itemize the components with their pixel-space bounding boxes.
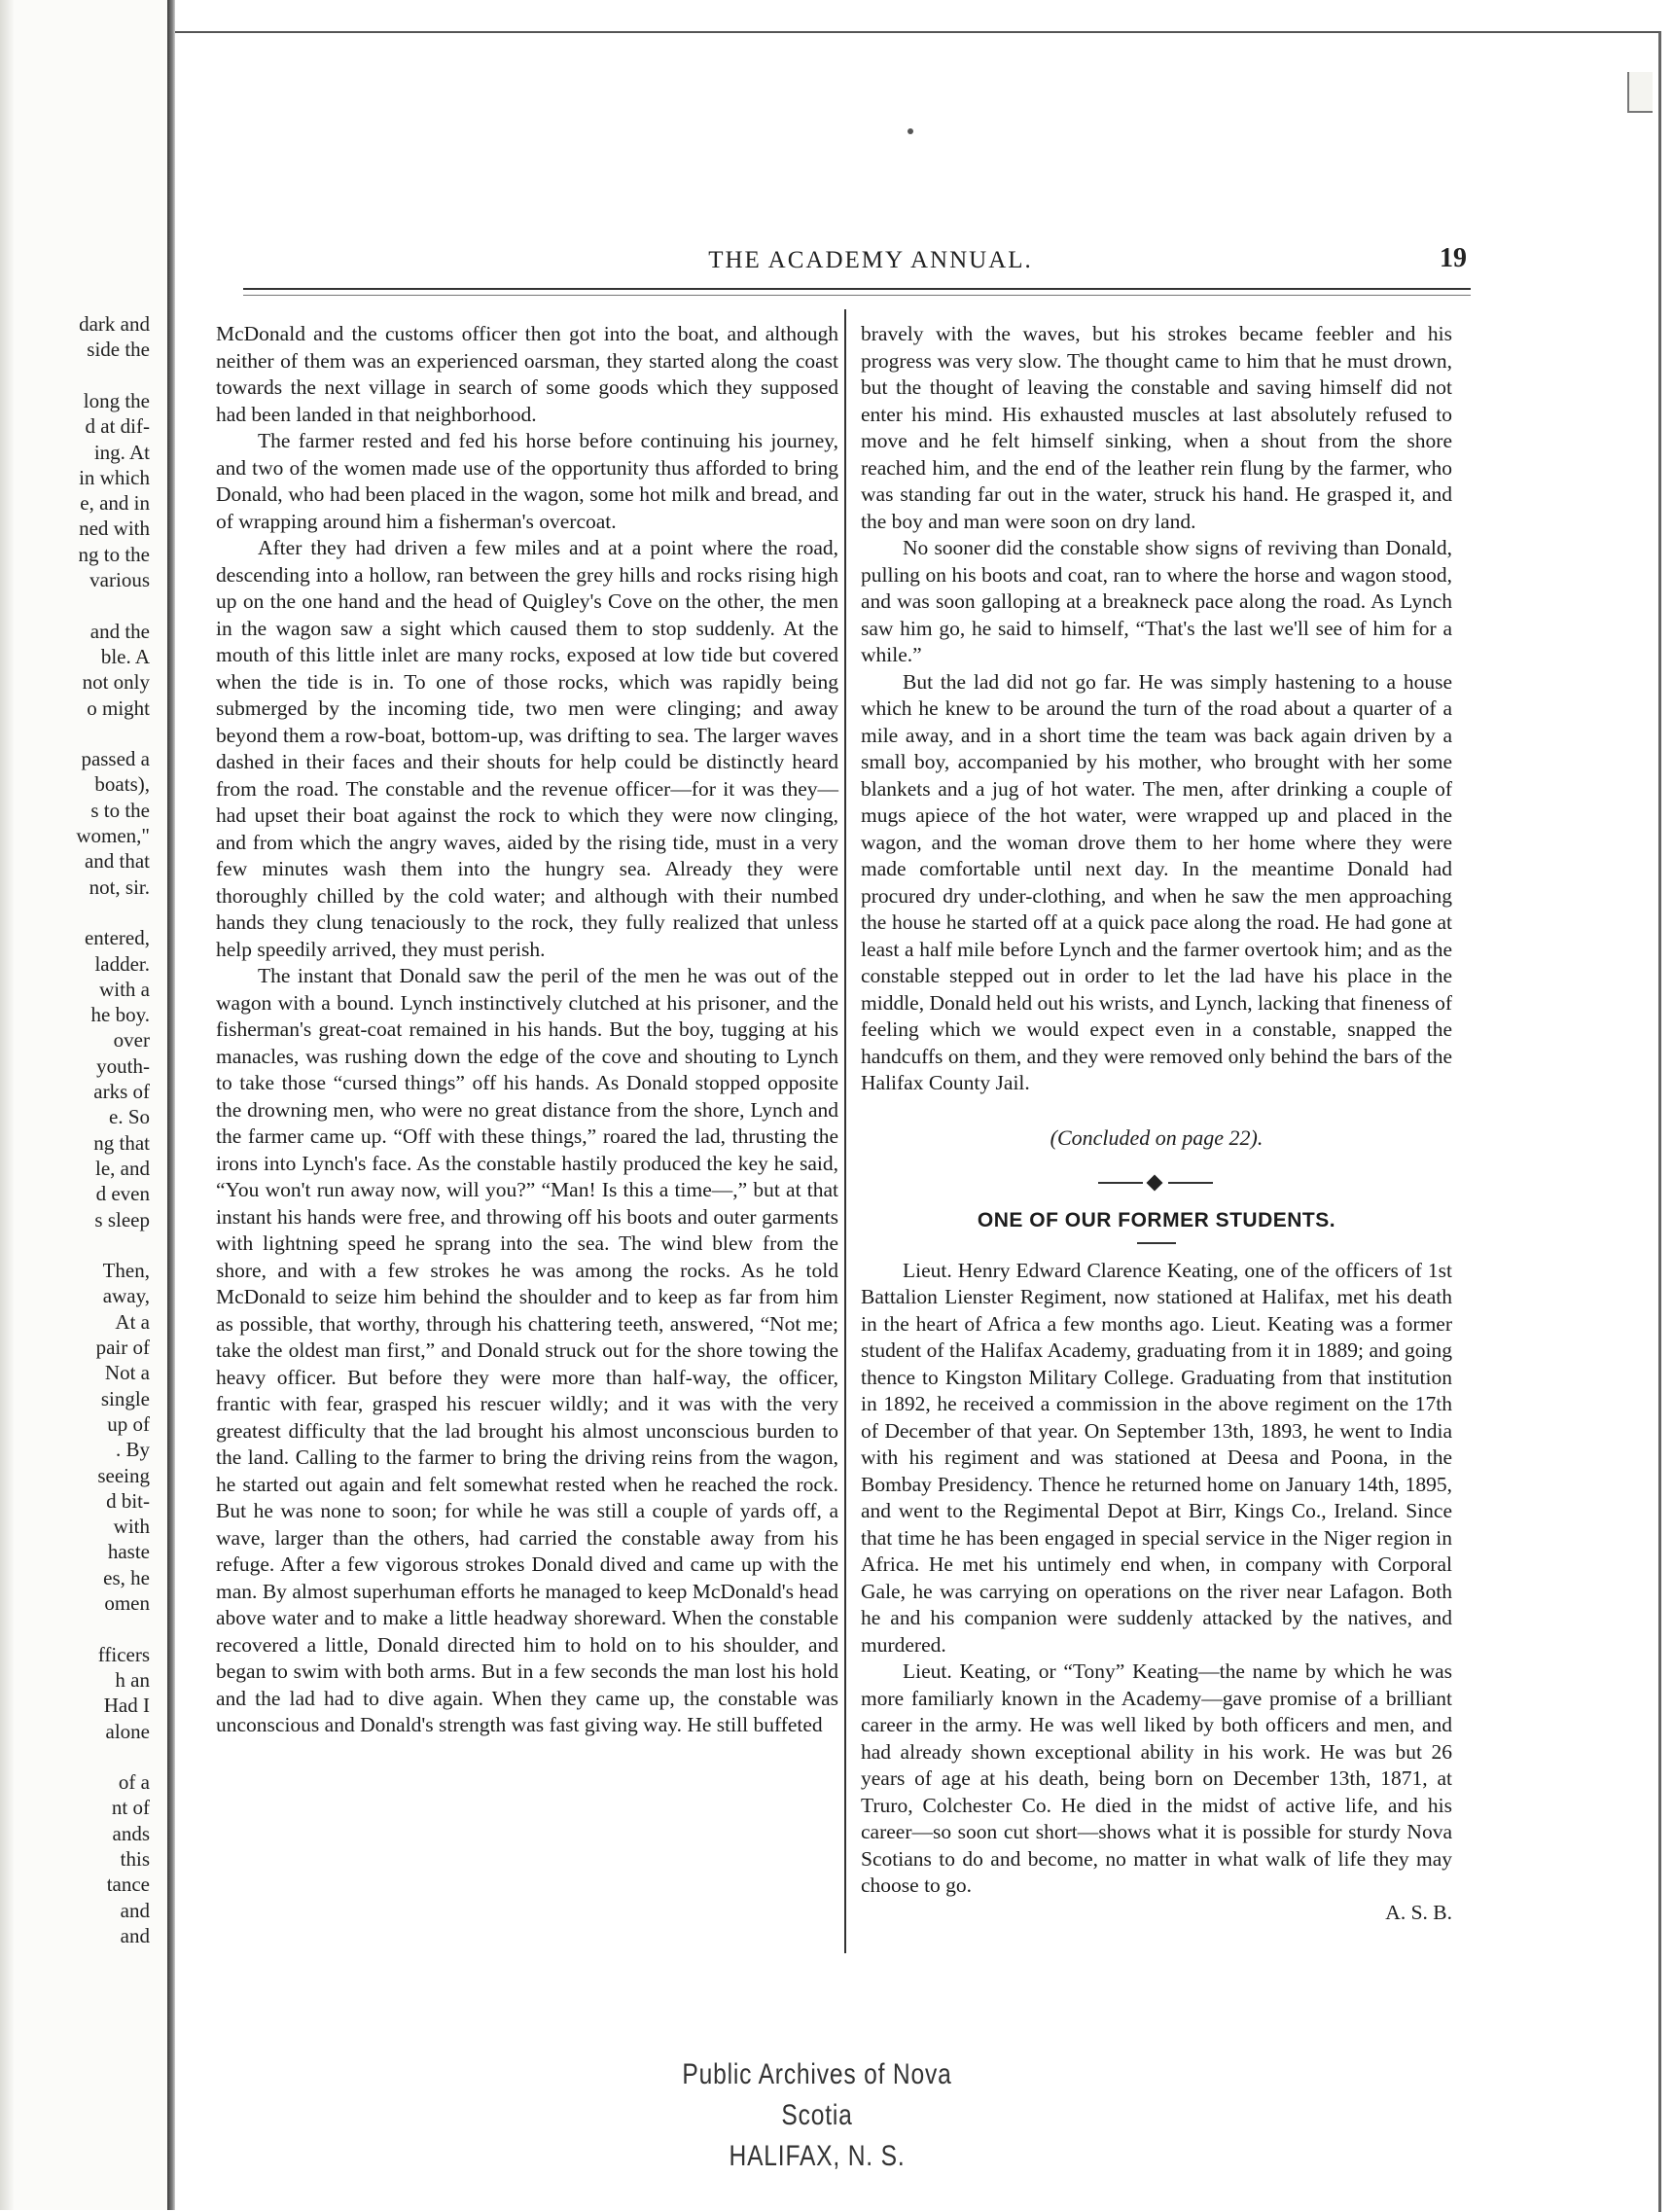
obituary-title: ONE OF OUR FORMER STUDENTS. (977, 1209, 1336, 1231)
facing-page-fragment: haste (107, 1540, 150, 1564)
facing-page-fragment: e. So (109, 1105, 150, 1129)
facing-page-fragment: nt of (111, 1796, 150, 1820)
facing-page-fragment: Not a (104, 1361, 150, 1385)
story-paragraph: bravely with the waves, but his strokes became feebler and his progress was very slow. The thought came to him that he must drown, but the thought of leaving the constable and saving himself did not enter his mind. His exhausted muscles at last absolutely refused to move and he felt himself sinking, when a shout from the shore reached him, and the end of the leather rein flung by the farmer, who was standing far out in the water, struck his hand. He grasped it, and the boy and man were soon on dry land. (861, 322, 1452, 533)
facing-page-fragment: he boy. (90, 1003, 150, 1027)
obituary-paragraph: Lieut. Keating, or “Tony” Keating—the name by which he was more familiarly known in the Academy—gave promise of a brilliant career in the army. He was well liked by both officers and men, and had already shown exceptional ability in his work. He was but 26 years of age at his death, being born on December 13th, 1871, at Truro, Colchester Co. He died in the midst of active life, and his career—so soon cut short—shows what it is possible for sturdy Nova Scotians to do and become, no matter in what walk of life they may choose to go. (861, 1659, 1452, 1897)
facing-page-fragment: of a (118, 1770, 150, 1795)
facing-page-fragment: s sleep (94, 1207, 150, 1231)
facing-page-fragment: es, he (103, 1565, 150, 1589)
facing-page-strip (0, 0, 167, 2210)
facing-page-fragment: pair of (95, 1336, 150, 1359)
facing-page-fragment: seeing (97, 1463, 150, 1487)
facing-page-fragment: with a (99, 977, 150, 1001)
facing-page-fragment: At a (115, 1309, 150, 1334)
facing-page-fragment: and (120, 1898, 150, 1922)
facing-page-fragment: boats), (94, 772, 150, 797)
facing-page-fragment: entered, (84, 926, 150, 950)
facing-page-fragment: this (120, 1847, 150, 1871)
facing-page-fragment: ng that (93, 1130, 150, 1155)
facing-page-fragment: long the (83, 388, 150, 412)
facing-page-fragment: le, and (95, 1156, 150, 1180)
facing-page-fragment: ands (112, 1821, 150, 1845)
facing-page-fragment: passed a (81, 747, 150, 771)
facing-page-fragment: d bit- (106, 1488, 150, 1513)
page-number: 19 (1440, 243, 1467, 273)
ink-speck (908, 128, 913, 134)
facing-page-fragment: and the (89, 619, 150, 643)
story-paragraph: The instant that Donald saw the peril of the men he was out of the wagon with a bound. Lynch instinctively clutched at his prisoner, and the fisherman's great-coat remained in his hands. But the boy, tugging at his manacles, was rushing down the edge of the cove and shouting to Lynch to take those “cursed things” off his hands. As Donald stopped opposite the drowning men, who were no great distance from the shore, Lynch and the farmer came up. “Off with these things,” roared the lad, thrusting the irons into Lynch's face. As the constable hastily produced the key he said, “You won't run away now, will you?” “Man! Is this a time—,” but at that instant his hands were free, and throwing off his boots and outer garments with lightning speed he sprang into the sea. The wind blew from the shore, and with a few strokes he was among the rocks. As he told McDonald to seize him behind the shoulder and to keep as far from him as possible, that worthy, through his chattering teeth, answered, “Not me; take the oldest man first,” and Donald struck out for the shore towing the heavy officer. But before they were more than half-way, the officer, frantic with fear, grasped his rescuer wildly; and it was with the very greatest difficulty that the lad brought his almost unconscious burden to the land. Calling to the farmer to bring the driving reins from the wagon, he started out again and felt somewhat rested when he reached the rock. But he was none to soon; for while he was still a couple of yards off, a wave, larger than the others, had carried the constable away from his refuge. After a few vigorous strokes Donald dived and came up with the man. By almost superhuman efforts he managed to keep McDonald's head above water and to make a little headway shoreward. When the constable recovered a little, Donald directed him to hold on to his shoulder, and began to swim with both arms. But in a few seconds the man lost his hold and the lad had to dive again. When they came up, the constable was unconscious and Donald's strength was fast giving way. He still buffeted (216, 964, 838, 1736)
story-paragraph: McDonald and the customs officer then got into the boat, and although neither of them was an experienced oarsman, they started along the coast towards the next village in search of some goods which they supposed had been landed in that neighborhood. (216, 322, 838, 426)
facing-page-fragment: alone (105, 1719, 150, 1743)
story-paragraph: The farmer rested and fed his horse before continuing his journey, and two of the women made use of the opportunity thus afforded to bring Donald, who had been placed in the wagon, some hot milk and bread, and of wrapping around him a fisherman's overcoat. (216, 429, 838, 533)
facing-page-fragment: in which (79, 465, 150, 489)
facing-page-fragment: away, (102, 1284, 150, 1308)
facing-page-fragment: youth- (96, 1053, 150, 1078)
header-rule (243, 288, 1471, 290)
facing-page-fragment: omen (104, 1591, 150, 1615)
facing-page-fragment: arks of (93, 1080, 150, 1103)
facing-page-fragment: not only (82, 670, 150, 695)
facing-page-fragment: s to the (90, 798, 150, 822)
facing-page-fragment: Then, (102, 1259, 150, 1283)
story-paragraph: But the lad did not go far. He was simply hastening to a house which he knew to be around the turn of the road about a quarter of a mile away, and in a short time the team was back again driven by a small boy, accompanied by his mother, who brought with her some blankets and a jug of hot water. The men, after drinking a couple of mugs apiece of the hot water, were wrapped up and placed in the wagon, and the woman drove them to her home where they were made comfortable until next day. In the meantime Donald had procured dry under-clothing, and when he saw the men approaching the house he started off at a quick pace along the road. He had gone at least a half mile before Lynch and the farmer overtook him; and as the constable stepped out in order to let the lad have his place in the middle, Donald held out his wrists, and Lynch, lacking that fineness of feeling which we would expect even in a constable, snapped the handcuffs on them, and they were removed only behind the bars of the Halifax County Jail. (861, 669, 1452, 1094)
facing-page-fragment: various (89, 568, 150, 591)
story-paragraph: No sooner did the constable show signs of reviving than Donald, pulling on his boots and coat, ran to where the horse and wagon stood, and was soon galloping at a breakneck pace along the road. As Lynch saw him go, he said to himself, “That's the last we'll see of him for a while.” (861, 536, 1452, 666)
facing-page-fragment: ble. A (100, 644, 150, 668)
running-head: THE ACADEMY ANNUAL. (708, 247, 1033, 273)
column-divider (844, 309, 846, 1953)
right-column (861, 321, 1452, 1926)
facing-page-fragment: dark and (79, 312, 150, 336)
archive-stamp (658, 2054, 977, 2177)
page-corner (1627, 72, 1653, 113)
facing-page-fragment: and (120, 1923, 150, 1947)
facing-page-fragment: e, and in (80, 491, 150, 516)
facing-page-fragment: ng to the (78, 542, 150, 566)
facing-page-fragment: tance (106, 1873, 150, 1897)
title-rule (1137, 1242, 1176, 1244)
facing-page-fragment: up of (107, 1411, 150, 1436)
facing-page-fragment: ing. At (93, 440, 150, 464)
facing-page-fragment: fficers (97, 1642, 150, 1666)
facing-page-fragment: and that (84, 849, 150, 874)
facing-page-fragment: d even (95, 1182, 150, 1206)
author-initials: A. S. B. (1385, 1900, 1452, 1924)
continuation-note: (Concluded on page 22). (1050, 1124, 1264, 1150)
book-gutter (167, 0, 175, 2210)
facing-page-fragment: Had I (103, 1694, 150, 1718)
facing-page-fragment: over (113, 1028, 150, 1052)
facing-page-fragment: with (113, 1515, 150, 1539)
facing-page-fragment: ladder. (94, 951, 150, 976)
archive-stamp-line2: HALIFAX, N. S. (729, 2140, 906, 2172)
header-rule-thin (243, 295, 1471, 296)
facing-page-fragment: single (100, 1386, 150, 1410)
story-paragraph: After they had driven a few miles and at a point where the road, descending into a hollow, ran between the grey hills and rocks rising high up on the one hand and the head of Quigley's Cove on the other, the men in the wagon saw a sight which caused them to stop suddenly. At the mouth of this little inlet are many rocks, exposed at low tide but covered when the tide is in. To one of those rocks, which was rapidly being submerged by the incoming tide, two men were clinging; and away beyond them a row-boat, bottom-up, was drifting to sea. The larger waves dashed in their faces and their shouts for help could be distinctly heard from the road. The constable and the revenue officer—for it was they—had upset their boat against the rock to which they were now clinging, and from which the angry waves, aided by the rising tide, must in a very few minutes wash them into the hungry sea. Already they were thoroughly chilled by the cold water; and although with their numbed hands they clung tenaciously to the rock, they fully realized that unless help speedily arrived, they must perish. (216, 536, 838, 961)
facing-page-fragment: . By (115, 1438, 150, 1462)
facing-page-fragment: side the (87, 338, 150, 362)
facing-page-fragment: women," (76, 824, 150, 847)
archive-stamp-line1: Public Archives of Nova Scotia (682, 2058, 952, 2131)
section-ornament (1098, 1176, 1215, 1190)
left-column (216, 321, 838, 1739)
facing-page-fragment: o might (87, 696, 150, 720)
facing-page-fragment: ned with (79, 517, 150, 541)
facing-page-fragment: h an (115, 1667, 150, 1692)
facing-page-fragment: not, sir. (89, 874, 150, 899)
facing-page-fragment: d at dif- (85, 414, 150, 439)
obituary-paragraph: Lieut. Henry Edward Clarence Keating, one of the officers of 1st Battalion Lienster Regiment, now stationed at Halifax, met his death in the heart of Africa a few months ago. Lieut. Keating was a former student of the Halifax Academy, graduating from it in 1889; and going thence to Kingston Military College. Graduating from that institution in 1892, he received a commission in the above regiment on the 17th of December of that year. On September 13th, 1893, he went to India with his regiment and was stationed at Deesa and Poona, in the Bombay Presidency. Thence he returned home on January 14th, 1895, and went to the Regimental Depot at Birr, Kings Co., Ireland. Since that time he has been engaged in special service in the Niger region in Africa. He met his untimely end when, in company with Corporal Gale, he was carrying on operations on the river near Lafagon. Both he and his companion were suddenly attacked by the natives, and murdered. (861, 1258, 1452, 1657)
